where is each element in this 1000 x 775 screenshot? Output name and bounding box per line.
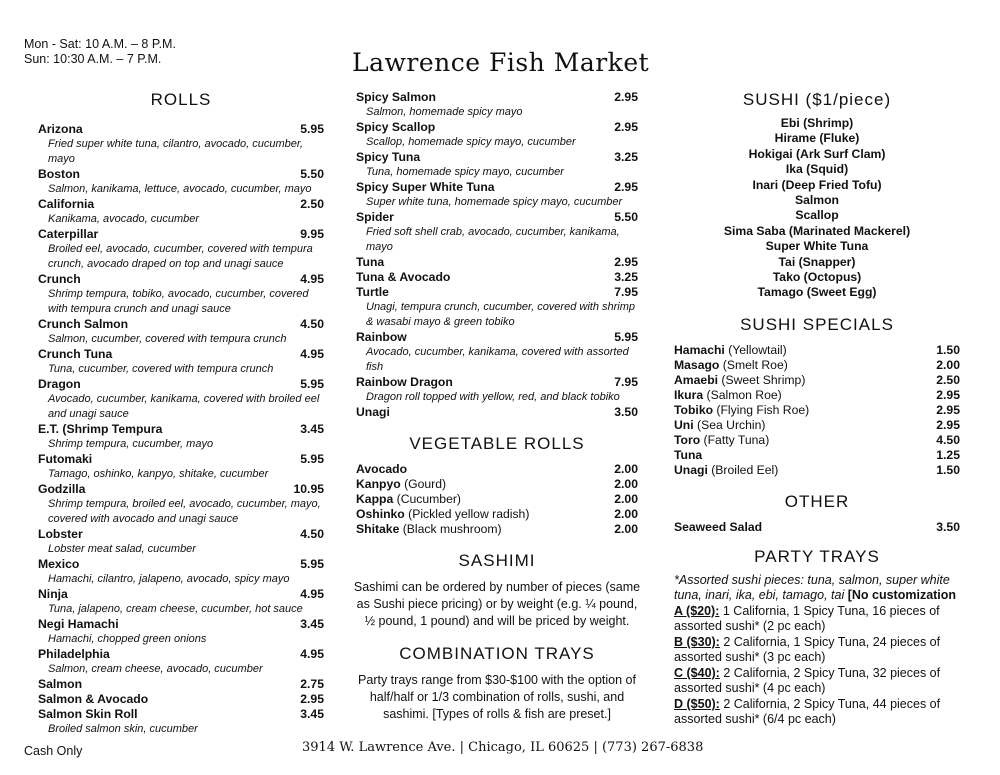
menu-item-row — [674, 373, 960, 388]
menu-item-row — [38, 617, 324, 632]
menu-item-name: Tuna — [674, 447, 703, 462]
menu-item-description: Hamachi, chopped green onions — [48, 633, 207, 645]
menu-item-price: 2.00 — [614, 507, 638, 521]
menu-item — [356, 120, 638, 150]
menu-item-price: 2.95 — [936, 417, 960, 432]
menu-item-price: 3.25 — [614, 150, 638, 164]
middle-column — [353, 90, 641, 723]
menu-item-translation: (Smelt Roe) — [719, 357, 788, 372]
menu-item-price: 10.95 — [293, 482, 324, 496]
menu-item — [38, 692, 324, 707]
menu-item-label — [674, 358, 788, 373]
menu-item-name: Kanpyo — [356, 477, 401, 491]
menu-item-label — [674, 343, 787, 358]
cash-only-note: Cash Only — [24, 744, 83, 758]
menu-item-name: Unagi — [674, 462, 708, 477]
menu-item-name: Arizona — [38, 122, 83, 136]
menu-item-row — [356, 375, 638, 390]
menu-item — [356, 210, 638, 255]
sushi-item: Tai (Snapper) — [778, 254, 856, 269]
menu-item-name: Oshinko — [356, 507, 405, 521]
hours-sunday: Sun: 10:30 A.M. – 7 P.M. — [24, 52, 162, 66]
menu-item-description: Avocado, cucumber, kanikama, covered with assorted fish — [366, 346, 629, 373]
menu-item-price: 4.95 — [300, 647, 324, 661]
menu-item-label — [674, 448, 702, 463]
menu-item-name: Lobster — [38, 527, 83, 541]
menu-item-name: Turtle — [356, 285, 389, 299]
party-tray-details: 2 California, 1 Spicy Tuna, 24 pieces of assorted sushi* (3 pc each) — [674, 634, 941, 665]
menu-item-row — [674, 448, 960, 463]
menu-item-price: 3.45 — [300, 422, 324, 436]
menu-item-name: Rainbow Dragon — [356, 375, 453, 389]
menu-item-row — [38, 482, 324, 497]
menu-item-label — [674, 463, 778, 478]
sushi-item: Sima Saba (Marinated Mackerel) — [723, 223, 911, 238]
menu-item-row — [38, 527, 324, 542]
menu-item-name: Amaebi — [674, 372, 719, 387]
sushi-item: Tako (Octopus) — [772, 270, 862, 285]
party-trays-heading: PARTY TRAYS — [754, 546, 880, 566]
menu-item — [38, 317, 324, 347]
menu-item-row — [38, 692, 324, 707]
menu-item-price: 2.00 — [614, 462, 638, 476]
menu-item-row — [356, 180, 638, 195]
menu-item-name: Shitake — [356, 522, 400, 536]
menu-item — [38, 227, 324, 272]
menu-item-name: Salmon & Avocado — [38, 692, 149, 706]
menu-item-row — [38, 377, 324, 392]
menu-item-description: Salmon, homemade spicy mayo — [366, 106, 523, 118]
menu-item-row — [38, 227, 324, 242]
menu-item — [38, 167, 324, 197]
menu-item-description: Broiled salmon skin, cucumber — [48, 723, 198, 735]
menu-item-name: Crunch Tuna — [38, 347, 113, 361]
menu-item — [38, 272, 324, 317]
menu-item-price: 2.00 — [936, 357, 960, 372]
sushi-specials-list — [674, 343, 960, 478]
menu-item-name: Salmon — [38, 677, 83, 691]
menu-item-description: Salmon, cucumber, covered with tempura crunch — [48, 333, 287, 345]
menu-item-price: 1.50 — [936, 462, 960, 477]
menu-item-price: 4.95 — [300, 587, 324, 601]
menu-item-name: Mexico — [38, 557, 80, 571]
menu-item-description: Avocado, cucumber, kanikama, covered with broiled eel and unagi sauce — [48, 393, 320, 420]
menu-item — [38, 557, 324, 587]
sashimi-heading: SASHIMI — [458, 551, 536, 570]
menu-item-description: Broiled eel, avocado, cucumber, covered with tempura crunch, avocado draped on top and unagi sauce — [48, 243, 313, 270]
rolls-heading: ROLLS — [150, 90, 212, 109]
menu-item-name: Negi Hamachi — [38, 617, 119, 631]
menu-item-name: Spicy Salmon — [356, 90, 436, 104]
menu-item-description: Shrimp tempura, tobiko, avocado, cucumber, covered with tempura crunch and unagi sauce — [48, 288, 309, 315]
address-footer: 3914 W. Lawrence Ave. | Chicago, IL 60625 | (773) 267-6838 — [302, 740, 704, 755]
combination-trays-heading: COMBINATION TRAYS — [399, 644, 595, 663]
sushi-item: Inari (Deep Fried Tofu) — [752, 177, 882, 192]
menu-item-name: Ninja — [38, 587, 68, 601]
menu-item-row — [356, 462, 638, 477]
menu-item-label — [674, 418, 765, 433]
menu-item-price: 2.95 — [614, 255, 638, 269]
party-tray — [674, 697, 960, 728]
menu-item-name: Spicy Scallop — [356, 120, 436, 134]
menu-item-row — [38, 557, 324, 572]
menu-item-name: Tobiko — [674, 402, 714, 417]
other-list — [674, 520, 960, 535]
menu-item-price: 2.95 — [614, 120, 638, 134]
menu-item-price: 5.95 — [300, 122, 324, 136]
menu-item-row — [356, 90, 638, 105]
menu-item-description: Unagi, tempura crunch, cucumber, covered with shrimp & wasabi mayo & green tobiko — [366, 301, 636, 328]
menu-item-name: Tuna — [356, 255, 385, 269]
menu-item-row — [356, 507, 638, 522]
menu-item — [356, 285, 638, 330]
menu-item-description: Tuna, cucumber, covered with tempura crunch — [48, 363, 274, 375]
menu-item-price: 2.00 — [614, 522, 638, 536]
menu-item-translation: (Salmon Roe) — [703, 387, 782, 402]
sushi-list — [674, 116, 960, 301]
menu-item-name: Ikura — [674, 387, 704, 402]
menu-item-name: Philadelphia — [38, 647, 110, 661]
sushi-item: Super White Tuna — [765, 239, 869, 254]
menu-item — [38, 617, 324, 647]
rolls-list — [38, 122, 324, 737]
sushi-specials-heading: SUSHI SPECIALS — [740, 314, 894, 334]
menu-item-description: Salmon, cream cheese, avocado, cucumber — [48, 663, 263, 675]
menu-item-translation: (Flying Fish Roe) — [713, 402, 810, 417]
sushi-heading: SUSHI ($1/piece) — [742, 90, 892, 109]
menu-item-row — [38, 452, 324, 467]
sushi-item: Salmon — [794, 193, 840, 208]
menu-item-price: 1.50 — [936, 342, 960, 357]
menu-item-translation: (Sea Urchin) — [693, 417, 766, 432]
menu-item-name: Unagi — [356, 405, 390, 419]
menu-item-label — [674, 373, 805, 388]
menu-item-label — [356, 492, 461, 507]
menu-item-name: Boston — [38, 167, 80, 181]
sashimi-text: Sashimi can be ordered by number of pieces (same as Sushi piece pricing) or by weight (e.g. ¼ pound, ½ pound, 1 pound) and will be priced by weight. — [353, 580, 641, 628]
menu-item — [38, 587, 324, 617]
menu-item-row — [674, 358, 960, 373]
party-trays-intro-note: [No customization — [847, 588, 957, 603]
party-tray — [674, 666, 960, 697]
menu-item-description: Shrimp tempura, broiled eel, avocado, cucumber, mayo, covered with avocado and unagi sauce — [48, 498, 321, 525]
menu-item-price: 5.95 — [300, 557, 324, 571]
menu-item-row — [356, 150, 638, 165]
party-tray-label: A ($20): — [674, 603, 720, 618]
vegetable-rolls-heading: VEGETABLE ROLLS — [409, 434, 585, 453]
menu-item-price: 4.95 — [300, 347, 324, 361]
menu-item-row — [356, 270, 638, 285]
menu-item-name: Toro — [674, 432, 701, 447]
hours-weekday: Mon - Sat: 10 A.M. – 8 P.M. — [24, 37, 176, 51]
menu-item — [356, 255, 638, 270]
menu-item — [356, 375, 638, 405]
sushi-item: Scallop — [795, 208, 839, 223]
menu-item-price: 3.45 — [300, 617, 324, 631]
menu-item-name: E.T. (Shrimp Tempura — [38, 422, 163, 436]
menu-item — [38, 197, 324, 227]
menu-item-label — [674, 433, 769, 448]
menu-item-price: 5.50 — [614, 210, 638, 224]
menu-item-price: 4.50 — [300, 527, 324, 541]
sushi-item: Hirame (Fluke) — [774, 131, 860, 146]
menu-item-row — [674, 403, 960, 418]
menu-item-name: Masago — [674, 357, 720, 372]
menu-item-name: Hamachi — [674, 342, 725, 357]
menu-item-price: 2.50 — [300, 197, 324, 211]
right-column — [674, 90, 960, 728]
menu-item-label — [356, 477, 446, 492]
menu-item-price: 5.50 — [300, 167, 324, 181]
menu-item-price: 2.00 — [614, 492, 638, 506]
menu-item-price: 2.00 — [614, 477, 638, 491]
menu-item — [356, 405, 638, 420]
menu-item-price: 5.95 — [300, 377, 324, 391]
menu-item-name: Rainbow — [356, 330, 407, 344]
menu-item — [356, 180, 638, 210]
menu-item — [38, 647, 324, 677]
menu-item-description: Tamago, oshinko, kanpyo, shitake, cucumber — [48, 468, 269, 480]
menu-item-row — [356, 492, 638, 507]
menu-item-price: 2.95 — [614, 180, 638, 194]
sushi-item: Ebi (Shrimp) — [780, 116, 854, 130]
menu-item-name: Spicy Super White Tuna — [356, 180, 495, 194]
party-tray-details: 2 California, 2 Spicy Tuna, 44 pieces of assorted sushi* (6/4 pc each) — [674, 696, 941, 727]
menu-item-name: Futomaki — [38, 452, 93, 466]
menu-item-price: 3.25 — [614, 270, 638, 284]
menu-item — [38, 677, 324, 692]
menu-item-row — [674, 388, 960, 403]
menu-item-row — [674, 463, 960, 478]
sushi-item: Ika (Squid) — [785, 162, 849, 177]
menu-item-price: 2.75 — [300, 677, 324, 691]
party-trays-list — [674, 604, 960, 728]
menu-item-row — [38, 347, 324, 362]
menu-item-row — [38, 317, 324, 332]
menu-item-description: Hamachi, cilantro, jalapeno, avocado, spicy mayo — [48, 573, 290, 585]
menu-item-price: 3.50 — [614, 405, 638, 419]
menu-item-row — [356, 330, 638, 345]
menu-item-row — [674, 343, 960, 358]
rolls-continued-list — [356, 90, 638, 420]
party-tray-details: 2 California, 2 Spicy Tuna, 32 pieces of assorted sushi* (4 pc each) — [674, 665, 941, 696]
menu-item-row — [356, 285, 638, 300]
menu-item-price: 2.50 — [936, 372, 960, 387]
menu-item — [356, 90, 638, 120]
menu-item-row — [674, 418, 960, 433]
menu-item-row — [38, 677, 324, 692]
menu-item-label — [674, 388, 782, 403]
menu-item-price: 3.50 — [936, 519, 960, 534]
menu-item-description: Scallop, homemade spicy mayo, cucumber — [366, 136, 576, 148]
party-tray-label: D ($50): — [674, 696, 720, 711]
menu-item-translation: (Sweet Shrimp) — [718, 372, 806, 387]
menu-item-description: Lobster meat salad, cucumber — [48, 543, 196, 555]
menu-item-description: Fried super white tuna, cilantro, avocado, cucumber, mayo — [48, 138, 303, 165]
party-tray — [674, 635, 960, 666]
menu-item-name: California — [38, 197, 95, 211]
menu-item-row — [356, 210, 638, 225]
menu-item-name: Tuna & Avocado — [356, 270, 451, 284]
menu-item — [38, 452, 324, 482]
menu-item-name: Avocado — [356, 462, 408, 476]
menu-item-name: Crunch — [38, 272, 81, 286]
menu-item-row — [356, 477, 638, 492]
menu-item-row — [38, 647, 324, 662]
menu-item-name: Dragon — [38, 377, 81, 391]
menu-item-price: 1.25 — [936, 447, 960, 462]
menu-item-translation: (Gourd) — [400, 477, 447, 491]
menu-item-description: Fried soft shell crab, avocado, cucumber, kanikama, mayo — [366, 226, 620, 253]
menu-item-row — [38, 587, 324, 602]
other-heading: OTHER — [784, 491, 850, 511]
menu-item-description: Tuna, homemade spicy mayo, cucumber — [366, 166, 564, 178]
menu-item-row — [38, 272, 324, 287]
vegetable-rolls-list — [356, 462, 638, 537]
menu-item-row — [38, 707, 324, 722]
sushi-item: Hokigai (Ark Surf Clam) — [748, 146, 886, 161]
menu-item-name: Kappa — [356, 492, 394, 506]
party-tray-label: B ($30): — [674, 634, 720, 649]
menu-item-row — [356, 255, 638, 270]
menu-item-description: Salmon, kanikama, lettuce, avocado, cucumber, mayo — [48, 183, 312, 195]
menu-item-description: Kanikama, avocado, cucumber — [48, 213, 200, 225]
party-trays-intro — [674, 573, 960, 604]
menu-item-name: Godzilla — [38, 482, 86, 496]
menu-item — [356, 330, 638, 375]
menu-item-row — [674, 433, 960, 448]
menu-item-name: Crunch Salmon — [38, 317, 129, 331]
menu-item-label — [356, 507, 529, 522]
menu-item — [38, 422, 324, 452]
menu-item-translation: (Yellowtail) — [724, 342, 787, 357]
menu-item-price: 2.95 — [936, 387, 960, 402]
page-title: Lawrence Fish Market — [352, 48, 650, 77]
menu-item-row — [38, 422, 324, 437]
menu-item-name: Caterpillar — [38, 227, 99, 241]
menu-item — [38, 527, 324, 557]
menu-item-description: Dragon roll topped with yellow, red, and black tobiko — [366, 391, 620, 403]
menu-item-translation: (Broiled Eel) — [707, 462, 779, 477]
menu-item-price: 2.95 — [614, 90, 638, 104]
menu-item-price: 2.95 — [936, 402, 960, 417]
menu-item-name: Spicy Tuna — [356, 150, 421, 164]
menu-item — [38, 707, 324, 737]
menu-item — [38, 122, 324, 167]
menu-item-label — [674, 403, 809, 418]
menu-item-translation: (Black mushroom) — [399, 522, 502, 536]
menu-item-name: Seaweed Salad — [674, 519, 763, 534]
menu-item-price: 4.95 — [300, 272, 324, 286]
menu-item-row — [356, 120, 638, 135]
menu-item-price: 9.95 — [300, 227, 324, 241]
menu-item-row — [356, 405, 638, 420]
party-tray-details: 1 California, 1 Spicy Tuna, 16 pieces of assorted sushi* (2 pc each) — [674, 603, 940, 634]
menu-item-price: 7.95 — [614, 375, 638, 389]
menu-item-description: Super white tuna, homemade spicy mayo, cucumber — [366, 196, 623, 208]
menu-item — [38, 377, 324, 422]
sushi-item: Tamago (Sweet Egg) — [757, 285, 877, 300]
party-trays-intro-text: *Assorted sushi pieces: tuna, salmon, super white tuna, inari, ika, ebi, tamago, tai — [674, 572, 950, 603]
menu-item-row — [38, 122, 324, 137]
menu-item-price: 5.95 — [614, 330, 638, 344]
menu-item-translation: (Pickled yellow radish) — [404, 507, 530, 521]
menu-item — [38, 482, 324, 527]
combination-trays-text: Party trays range from $30-$100 with the option of half/half or 1/3 combination of rolls, sushi, and sashimi. [Types of rolls & fish are preset.] — [358, 673, 636, 721]
rolls-column — [38, 90, 324, 737]
menu-item-price: 2.95 — [300, 692, 324, 706]
menu-item-price: 4.50 — [936, 432, 960, 447]
menu-item-price: 4.50 — [300, 317, 324, 331]
menu-item-row — [356, 522, 638, 537]
menu-item — [356, 150, 638, 180]
store-hours — [24, 37, 176, 67]
menu-item-price: 3.45 — [300, 707, 324, 721]
menu-item-description: Shrimp tempura, cucumber, mayo — [48, 438, 214, 450]
party-tray — [674, 604, 960, 635]
menu-item-price: 7.95 — [614, 285, 638, 299]
party-tray-label: C ($40): — [674, 665, 720, 680]
menu-item-row — [674, 520, 960, 535]
menu-item-row — [38, 197, 324, 212]
menu-item — [356, 270, 638, 285]
menu-item-name: Uni — [674, 417, 694, 432]
menu-item-label — [356, 522, 502, 537]
menu-item-price: 5.95 — [300, 452, 324, 466]
menu-item-translation: (Cucumber) — [393, 492, 461, 506]
menu-item-label — [356, 462, 407, 477]
menu-item-label — [674, 520, 762, 535]
menu-item-row — [38, 167, 324, 182]
menu-item-name: Salmon Skin Roll — [38, 707, 138, 721]
menu-item-name: Spider — [356, 210, 394, 224]
menu-item-translation: (Fatty Tuna) — [700, 432, 770, 447]
menu-item-description: Tuna, jalapeno, cream cheese, cucumber, hot sauce — [48, 603, 303, 615]
menu-item — [38, 347, 324, 377]
